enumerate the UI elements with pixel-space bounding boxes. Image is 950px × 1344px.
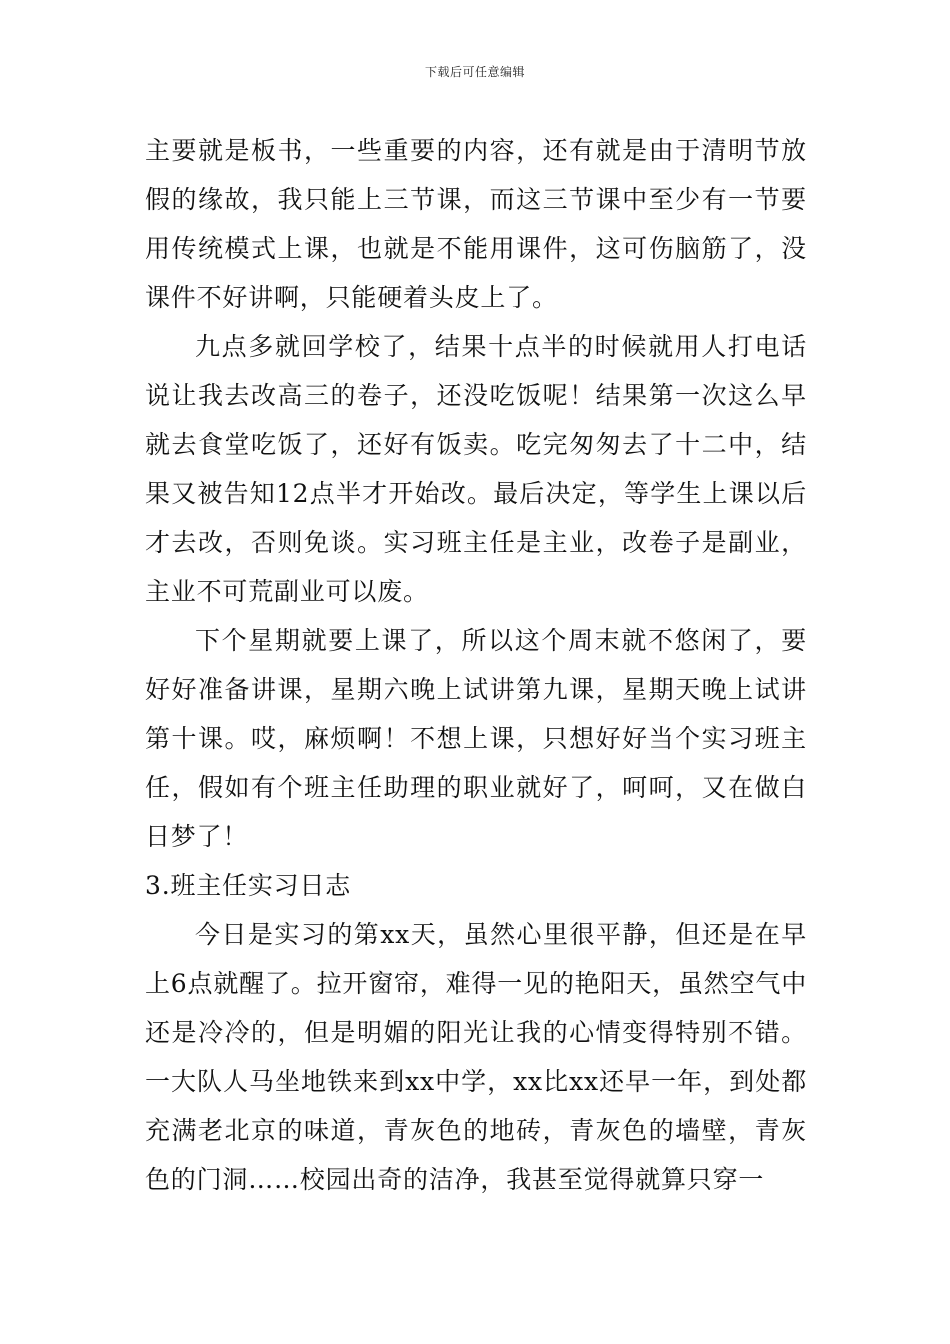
- paragraph-next-week-lessons: 下个星期就要上课了，所以这个周末就不悠闲了，要好好准备讲课，星期六晚上试讲第九课，星期天晚上试讲第十课。哎，麻烦啊！不想上课，只想好好当个实习班主任，假如有个班主任助理的职业就好了，呵呵，又在做白日梦了！: [145, 626, 807, 851]
- section-heading: 3.班主任实习日志: [145, 871, 352, 900]
- paragraph-return-to-school: 九点多就回学校了，结果十点半的时候就用人打电话说让我去改高三的卷子，还没吃饭呢！结果第一次这么早就去食堂吃饭了，还好有饭卖。吃完匆匆去了十二中，结果又被告知12点半才开始改。最后决定，等学生上课以后才去改，否则免谈。实习班主任是主业，改卷子是副业，主业不可荒副业可以废。: [145, 332, 807, 606]
- page-header-note: 下载后可任意编辑: [424, 65, 525, 79]
- document-body: [145, 126, 807, 1204]
- paragraph-continued: 主要就是板书，一些重要的内容，还有就是由于清明节放假的缘故，我只能上三节课，而这三节课中至少有一节要用传统模式上课，也就是不能用课件，这可伤脑筋了，没课件不好讲啊，只能硬着头皮上了。: [145, 136, 807, 312]
- paragraph-internship-day: 今日是实习的第xx天，虽然心里很平静，但还是在早上6点就醒了。拉开窗帘，难得一见的艳阳天，虽然空气中还是冷冷的，但是明媚的阳光让我的心情变得特别不错。一大队人马坐地铁来到xx中学，xx比xx还早一年，到处都充满老北京的味道，青灰色的地砖，青灰色的墙壁，青灰色的门洞……校园出奇的洁净，我甚至觉得就算只穿一: [145, 920, 807, 1194]
